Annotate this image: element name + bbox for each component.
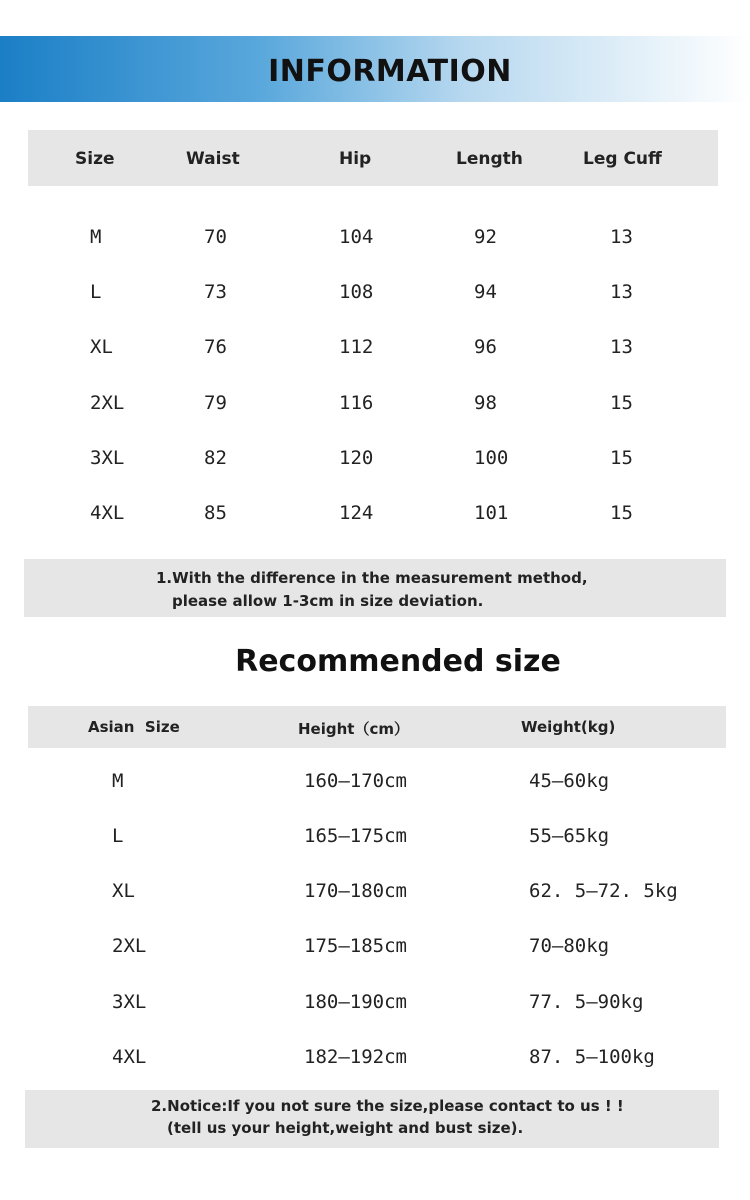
rec-size: 2XL: [112, 935, 147, 957]
rec-size: 3XL: [112, 991, 147, 1013]
row-length: 100: [474, 447, 509, 469]
header-hip: Hip: [339, 149, 372, 169]
rec-height: 180—190cm: [304, 991, 407, 1013]
rec-weight: 70—80kg: [529, 935, 610, 957]
row-hip: 104: [339, 226, 374, 248]
notice-note-line1: 2.Notice:If you not sure the size,please contact to us ! !: [151, 1097, 624, 1115]
row-leg-cuff: 13: [610, 281, 633, 303]
row-leg-cuff: 13: [610, 226, 633, 248]
rec-weight: 77. 5—90kg: [529, 991, 644, 1013]
header-height: Height（cm）: [298, 720, 409, 738]
row-waist: 79: [204, 392, 227, 414]
banner-title: INFORMATION: [268, 54, 512, 89]
row-leg-cuff: 15: [610, 392, 633, 414]
measurement-note-line2: please allow 1-3cm in size deviation.: [172, 592, 484, 610]
row-length: 98: [474, 392, 497, 414]
header-size: Size: [75, 149, 115, 169]
row-waist: 73: [204, 281, 227, 303]
header-asian-size: Asian Size: [88, 718, 180, 736]
header-length: Length: [456, 149, 523, 169]
rec-height: 175—185cm: [304, 935, 407, 957]
rec-weight: 62. 5—72. 5kg: [529, 880, 678, 902]
rec-height: 170—180cm: [304, 880, 407, 902]
row-size: L: [90, 281, 102, 303]
rec-size: M: [112, 770, 124, 792]
rec-weight: 55—65kg: [529, 825, 610, 847]
recommended-size-title: Recommended size: [235, 644, 561, 679]
row-waist: 70: [204, 226, 227, 248]
header-leg-cuff: Leg Cuff: [583, 149, 662, 169]
row-length: 96: [474, 336, 497, 358]
row-size: XL: [90, 336, 113, 358]
row-hip: 124: [339, 502, 374, 524]
row-length: 92: [474, 226, 497, 248]
header-weight: Weight(kg): [521, 718, 616, 736]
row-waist: 76: [204, 336, 227, 358]
row-size: 4XL: [90, 502, 125, 524]
rec-weight: 87. 5—100kg: [529, 1046, 655, 1068]
row-waist: 82: [204, 447, 227, 469]
rec-height: 182—192cm: [304, 1046, 407, 1068]
row-size: 3XL: [90, 447, 125, 469]
notice-note-line2: (tell us your height,weight and bust size).: [167, 1119, 524, 1137]
rec-weight: 45—60kg: [529, 770, 610, 792]
row-hip: 112: [339, 336, 374, 358]
measurement-note-line1: 1.With the difference in the measurement method,: [156, 569, 588, 587]
header-waist: Waist: [186, 149, 240, 169]
row-leg-cuff: 13: [610, 336, 633, 358]
row-leg-cuff: 15: [610, 447, 633, 469]
row-length: 101: [474, 502, 509, 524]
row-hip: 116: [339, 392, 374, 414]
row-hip: 108: [339, 281, 374, 303]
rec-size: L: [112, 825, 124, 847]
row-size: 2XL: [90, 392, 125, 414]
row-leg-cuff: 15: [610, 502, 633, 524]
row-size: M: [90, 226, 102, 248]
rec-height: 160—170cm: [304, 770, 407, 792]
rec-size: 4XL: [112, 1046, 147, 1068]
rec-size: XL: [112, 880, 135, 902]
row-hip: 120: [339, 447, 374, 469]
row-length: 94: [474, 281, 497, 303]
rec-height: 165—175cm: [304, 825, 407, 847]
row-waist: 85: [204, 502, 227, 524]
